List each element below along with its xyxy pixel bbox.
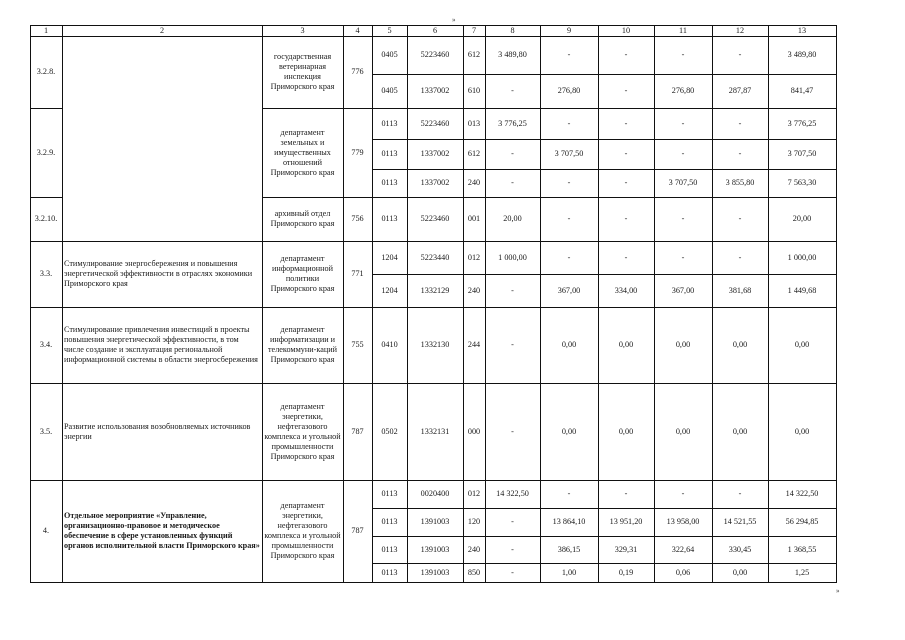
cell-col-12: 0,00 <box>732 426 748 436</box>
cell-col-5: 0113 <box>381 544 398 554</box>
cell-col-12: 287,87 <box>728 86 752 95</box>
cell-col-11: - <box>681 252 685 262</box>
grid-line-horizontal <box>30 307 836 308</box>
column-header-13: 13 <box>797 25 807 35</box>
cell-col-5: 1204 <box>381 285 398 295</box>
cell-col-10: - <box>624 86 628 95</box>
department-code: 771 <box>351 269 364 278</box>
cell-col-5: 0410 <box>381 340 398 349</box>
department-code: 779 <box>351 147 364 157</box>
cell-col-7: 244 <box>467 340 481 349</box>
item-number: 3.3. <box>39 269 53 278</box>
cell-col-9: 3 707,50 <box>554 149 584 158</box>
cell-col-7: 240 <box>467 285 481 295</box>
cell-col-10: - <box>624 118 628 128</box>
cell-col-8: - <box>511 149 514 158</box>
cell-col-5: 0113 <box>381 118 398 128</box>
executor-department: департамент земельных и имущественных отношений Приморского края <box>270 127 335 177</box>
cell-col-5: 1204 <box>381 252 398 262</box>
scan-mark-top: » <box>452 16 456 24</box>
cell-col-10: 329,31 <box>614 544 638 554</box>
grid-line-horizontal <box>372 139 836 140</box>
cell-col-6: 1391003 <box>420 517 450 526</box>
cell-col-12: 3 855,80 <box>725 178 755 187</box>
cell-col-6: 1337002 <box>420 86 450 95</box>
cell-col-12: - <box>738 118 742 128</box>
cell-col-10: - <box>624 149 628 158</box>
cell-col-8: - <box>511 426 514 436</box>
cell-col-11: - <box>681 50 685 59</box>
cell-col-9: 367,00 <box>557 285 581 295</box>
cell-col-9: - <box>567 489 571 498</box>
cell-col-8: 20,00 <box>503 214 522 223</box>
cell-col-6: 5223460 <box>420 50 450 59</box>
cell-col-13: 3 707,50 <box>787 149 817 158</box>
cell-col-10: 0,00 <box>618 340 634 349</box>
merged-description-cell <box>63 196 262 199</box>
cell-col-12: - <box>738 252 742 262</box>
cell-col-6: 5223460 <box>420 118 450 128</box>
cell-col-10: - <box>624 178 628 187</box>
cell-col-10: - <box>624 489 628 498</box>
scan-mark-bottom: » <box>836 587 840 595</box>
cell-col-8: - <box>511 517 514 526</box>
column-header-7: 7 <box>471 25 477 35</box>
cell-col-8: - <box>511 285 514 295</box>
cell-col-9: 1,00 <box>561 567 577 577</box>
grid-line-vertical <box>712 25 713 583</box>
grid-line-horizontal <box>372 536 836 537</box>
grid-line-horizontal <box>30 241 836 242</box>
cell-col-6: 1332129 <box>420 285 450 295</box>
cell-col-11: - <box>681 149 685 158</box>
executor-department: архивный отдел Приморского края <box>270 209 335 228</box>
cell-col-13: 7 563,30 <box>787 178 817 187</box>
cell-col-5: 0502 <box>381 426 398 436</box>
grid-line-horizontal <box>30 480 836 481</box>
grid-line-vertical <box>540 25 541 583</box>
cell-col-10: 13 951,20 <box>609 517 643 526</box>
cell-col-13: 1 000,00 <box>787 252 817 262</box>
cell-col-11: 3 707,50 <box>668 178 698 187</box>
grid-line-horizontal <box>30 25 836 26</box>
cell-col-12: 0,00 <box>732 340 748 349</box>
cell-col-8: 14 322,50 <box>496 489 529 498</box>
item-number: 3.2.9. <box>36 147 56 157</box>
cell-col-12: 14 521,55 <box>723 517 757 526</box>
column-header-2: 2 <box>159 25 165 35</box>
grid-line-vertical <box>598 25 599 583</box>
cell-col-8: - <box>511 86 514 95</box>
cell-col-13: 841,47 <box>790 86 814 95</box>
cell-col-9: 0,00 <box>561 426 577 436</box>
cell-col-5: 0405 <box>381 86 398 95</box>
grid-line-vertical <box>463 25 464 583</box>
grid-line-vertical <box>407 25 408 583</box>
department-code: 756 <box>351 214 364 223</box>
cell-col-13: 0,00 <box>794 426 810 436</box>
item-description: Отдельное мероприятие «Управление, организационно-правовое и методическое обеспечение в сфере установленных функций органов исполнительной власти Приморского края» <box>64 511 260 550</box>
column-header-9: 9 <box>566 25 572 35</box>
executor-department: департамент энергетики, нефтегазового комплекса и угольной промышленности Приморского края <box>264 501 341 560</box>
cell-col-10: 0,19 <box>618 567 634 577</box>
grid-line-vertical <box>343 25 344 583</box>
grid-line-horizontal <box>30 383 836 384</box>
department-code: 755 <box>351 340 364 349</box>
cell-col-13: 14 322,50 <box>785 489 819 498</box>
cell-col-12: 0,00 <box>732 567 748 577</box>
cell-col-11: 0,00 <box>675 340 691 349</box>
cell-col-11: - <box>681 214 685 223</box>
column-header-4: 4 <box>355 25 360 35</box>
cell-col-11: 276,80 <box>671 86 695 95</box>
department-code: 787 <box>351 526 364 535</box>
cell-col-7: 240 <box>467 178 481 187</box>
column-header-12: 12 <box>735 25 745 35</box>
cell-col-7: 012 <box>467 489 481 498</box>
cell-col-9: 0,00 <box>561 340 577 349</box>
cell-col-11: - <box>681 118 685 128</box>
grid-line-vertical <box>372 25 373 583</box>
cell-col-6: 1391003 <box>420 567 450 577</box>
cell-col-7: 000 <box>467 426 481 436</box>
column-header-10: 10 <box>621 25 631 35</box>
grid-line-vertical <box>836 25 837 583</box>
cell-col-7: 612 <box>467 149 481 158</box>
cell-col-7: 240 <box>467 544 481 554</box>
cell-col-9: - <box>567 252 571 262</box>
grid-line-horizontal <box>372 274 836 275</box>
grid-line-horizontal <box>30 582 836 583</box>
grid-line-horizontal <box>372 169 836 170</box>
cell-col-12: 381,68 <box>728 285 752 295</box>
cell-col-10: - <box>624 252 628 262</box>
cell-col-13: 0,00 <box>794 340 810 349</box>
cell-col-6: 1337002 <box>420 149 450 158</box>
cell-col-6: 5223440 <box>420 252 450 262</box>
item-number: 3.2.8. <box>36 67 56 76</box>
cell-col-13: 1 368,55 <box>787 544 817 554</box>
column-header-8: 8 <box>510 25 515 35</box>
cell-col-12: - <box>738 50 742 59</box>
cell-col-7: 012 <box>467 252 481 262</box>
cell-col-6: 1332130 <box>420 340 450 349</box>
cell-col-7: 120 <box>467 517 481 526</box>
cell-col-8: - <box>511 567 514 577</box>
item-description: Стимулирование привлечения инвестиций в проекты повышения энергетической эффективности, в том числе создание и эксплуатация региональной информационной системы в области энергосбережения <box>64 325 258 364</box>
cell-col-13: 3 489,80 <box>787 50 817 59</box>
grid-line-vertical <box>30 25 31 583</box>
cell-col-7: 612 <box>467 50 481 59</box>
cell-col-9: - <box>567 214 571 223</box>
cell-col-7: 610 <box>467 86 481 95</box>
cell-col-8: 3 489,80 <box>498 50 527 59</box>
cell-col-10: 334,00 <box>614 285 638 295</box>
item-description: Развитие использования возобновляемых источников энергии <box>64 421 251 441</box>
cell-col-11: 367,00 <box>671 285 695 295</box>
cell-col-10: - <box>624 214 628 223</box>
cell-col-9: - <box>567 118 571 128</box>
cell-col-8: - <box>511 544 514 554</box>
item-number: 3.2.10. <box>34 214 58 223</box>
cell-col-12: - <box>738 149 742 158</box>
cell-col-6: 0020400 <box>420 489 450 498</box>
cell-col-5: 0113 <box>381 517 398 526</box>
cell-col-8: - <box>511 178 514 187</box>
cell-col-11: 322,64 <box>671 544 695 554</box>
cell-col-13: 1,25 <box>794 567 810 577</box>
column-header-1: 1 <box>43 25 49 35</box>
executor-department: департамент информационной политики Приморского края <box>270 254 335 293</box>
cell-col-6: 1332131 <box>420 426 450 436</box>
merged-description-cell <box>63 107 262 199</box>
item-number: 3.4. <box>39 340 53 349</box>
cell-col-5: 0405 <box>381 50 398 59</box>
grid-line-horizontal <box>372 508 836 509</box>
cell-col-13: 20,00 <box>792 214 812 223</box>
grid-line-horizontal <box>372 563 836 564</box>
column-header-11: 11 <box>679 25 687 35</box>
cell-col-6: 5223460 <box>420 214 450 223</box>
cell-col-7: 013 <box>467 118 481 128</box>
cell-col-12: 330,45 <box>728 544 752 554</box>
department-code: 776 <box>351 67 364 76</box>
cell-col-8: 3 776,25 <box>498 118 527 128</box>
cell-col-9: 13 864,10 <box>552 517 586 526</box>
cell-col-9: 386,15 <box>557 544 581 554</box>
department-code: 787 <box>351 426 364 436</box>
item-description: Стимулирование энергосбережения и повышения энергетической эффективности в отраслях экономики Приморского края <box>64 259 253 288</box>
grid-line-horizontal <box>372 74 836 75</box>
cell-col-11: - <box>681 489 685 498</box>
cell-col-9: - <box>567 178 571 187</box>
cell-col-5: 0113 <box>381 567 398 577</box>
grid-line-vertical <box>485 25 486 583</box>
cell-col-7: 850 <box>467 567 481 577</box>
cell-col-9: 276,80 <box>557 86 581 95</box>
executor-department: государственная ветеринарная инспекция Приморского края <box>270 52 335 91</box>
cell-col-12: - <box>738 489 742 498</box>
item-number: 3.5. <box>39 426 53 436</box>
grid-line-horizontal <box>30 36 836 37</box>
cell-col-8: - <box>511 340 514 349</box>
cell-col-13: 56 294,85 <box>785 517 819 526</box>
cell-col-5: 0113 <box>381 149 398 158</box>
cell-col-10: 0,00 <box>618 426 634 436</box>
executor-department: департамент энергетики, нефтегазового комплекса и угольной промышленности Приморского края <box>264 401 341 461</box>
cell-col-5: 0113 <box>381 489 398 498</box>
cell-col-11: 0,00 <box>675 426 691 436</box>
cell-col-7: 001 <box>467 214 481 223</box>
cell-col-5: 0113 <box>381 214 398 223</box>
cell-col-5: 0113 <box>381 178 398 187</box>
grid-line-vertical <box>768 25 769 583</box>
cell-col-9: - <box>567 50 571 59</box>
cell-col-13: 3 776,25 <box>787 118 817 128</box>
cell-col-6: 1337002 <box>420 178 450 187</box>
cell-col-13: 1 449,68 <box>787 285 817 295</box>
item-number: 4. <box>42 526 50 535</box>
cell-col-11: 0,06 <box>675 567 691 577</box>
cell-col-8: 1 000,00 <box>498 252 527 262</box>
grid-line-vertical <box>654 25 655 583</box>
cell-col-6: 1391003 <box>420 544 450 554</box>
column-header-5: 5 <box>387 25 392 35</box>
column-header-3: 3 <box>300 25 305 35</box>
column-header-6: 6 <box>432 25 438 35</box>
cell-col-10: - <box>624 50 628 59</box>
executor-department: департамент информатизации и телекоммуни-каций Приморского края <box>267 325 337 364</box>
cell-col-12: - <box>738 214 742 223</box>
grid-line-vertical <box>262 25 263 583</box>
cell-col-11: 13 958,00 <box>666 517 700 526</box>
